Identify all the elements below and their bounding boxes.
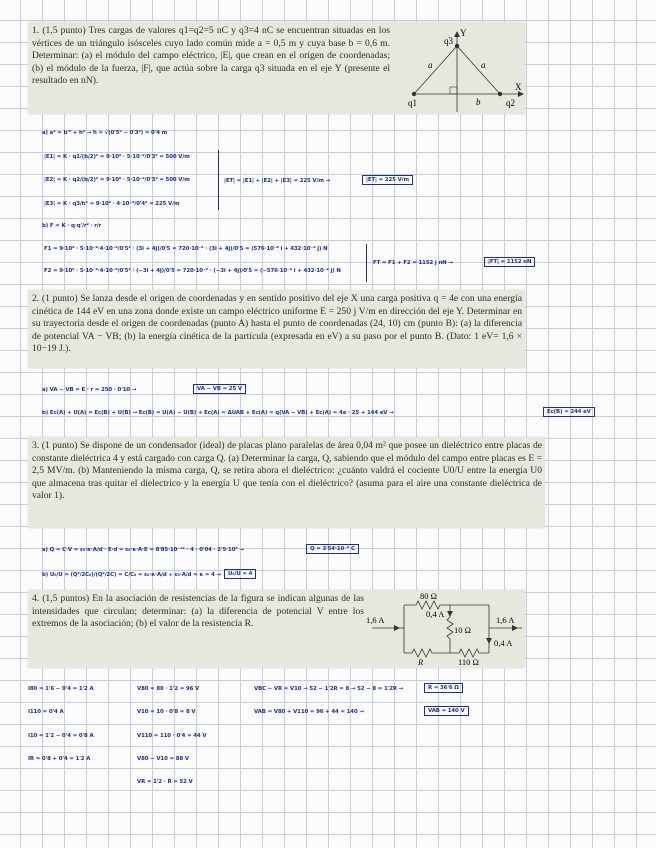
hw4-c3b: VAB = V80 + V110 = 96 + 44 = 140 → — [254, 709, 364, 715]
resistor-circuit-diagram — [364, 591, 526, 667]
hw1-sum-f: FT = F1 + F2 = 1152 j nN → — [373, 260, 453, 266]
hw4-c3a: VBC − VR = V10 → 52 − 1'2R = 8 → 52 − 8 = 1'2R → — [254, 686, 404, 692]
hw4-c2-1: V10 = 10 · 0'8 = 8 V — [137, 709, 196, 715]
hw1-line-b: b) F = K · q·q'/r² · r/r — [42, 223, 102, 229]
q1-label: q1 — [408, 98, 417, 108]
base-b-label: b — [476, 97, 481, 107]
r-unknown-label: R — [418, 657, 424, 667]
hw1-sum: |ET| = |E1| + |E2| + |E3| = 225 V/m → — [224, 178, 331, 184]
side-a-right: a — [481, 60, 486, 70]
hw4-c2-2: V110 = 110 · 0'4 = 44 V — [137, 733, 207, 739]
problem-4 — [28, 590, 525, 668]
hw1-result-f: |FT| = 1152 nN — [484, 257, 535, 267]
hw4-c1-1: I110 = 0'4 A — [28, 709, 64, 715]
hw1-e2: |E2| = K · q2/(b/2)² = 9·10⁹ · 5·10⁻⁹/0'3² = 500 V/m — [44, 177, 190, 183]
hw4-c1-0: I80 = 1'6 − 0'4 = 1'2 A — [28, 686, 94, 692]
triangle-charges-diagram — [396, 26, 526, 112]
hw1-f1: F1 = 9·10⁹ · 5·10⁻⁹·4·10⁻⁹/0'5² · (3i + 4j)/0'5 = 720·10⁻⁹ · (3i + 4j)/0'5 = (576·10⁻⁹ i + 432·10⁻⁹ j) N — [44, 246, 328, 252]
hw4-result-v: VAB = 140 V — [424, 706, 469, 716]
problem-1-text: 1. (1,5 punto) Tres cargas de valores q1=q2=5 nC y q3=4 nC se encuentran situadas en los vértices de un triángulo isósceles cuyo lado común mide a = 0,5 m y cuya base b = 0,6 m. Determinar: (a) el módulo del campo eléctrico, |E|, que crean en el origen de coordenadas; (b) el módulo de la fuerza, |F|, que actúa sobre la carga q3 situada en el eje Y (presente el resultado en nN). — [32, 25, 390, 87]
hw2-result-a: VA − VB = 25 V — [193, 384, 246, 394]
hw3-line-a: a) Q = C·V = ε₀·κ·A/d · E·d = ε₀·κ·A·E = 8'85·10⁻¹² · 4 · 0'04 · 2'5·10⁶ → — [42, 547, 244, 553]
hw2-line-b: b) Ec(A) + U(A) = Ec(B) + U(B) → Ec(B) = U(A) − U(B) + Ec(A) = ΔUAB + Ec(A) = q(VA − VB) + Ec(A) = 4e · 25 + 144 eV → — [42, 410, 394, 416]
hw1-brace — [218, 150, 219, 210]
y-axis-label: Y — [460, 28, 467, 38]
i04-right-label: 0,4 A — [494, 638, 513, 648]
hw2-result-b: Ec(B) = 244 eV — [543, 407, 595, 417]
r110-label: 110 Ω — [458, 657, 479, 667]
hw4-c2-4: VR = 1'2 · R = 52 V — [137, 779, 193, 785]
q2-label: q2 — [506, 98, 515, 108]
hw4-c1-2: I10 = 1'2 − 0'4 = 0'8 A — [28, 733, 94, 739]
side-a-left: a — [428, 60, 433, 70]
problem-2 — [28, 290, 525, 368]
hw1-e1: |E1| = K · q1/(b/2)² = 9·10⁹ · 5·10⁻⁹/0'3² = 500 V/m — [44, 154, 190, 160]
hw1-result-e: |ET| = 225 V/m — [362, 175, 413, 185]
hw2-line-a: a) VA − VB = E · r = 250 · 0'10 → — [42, 387, 137, 393]
problem-3 — [28, 437, 545, 528]
hw1-line-a: a) a² = b'² + h² → h = √(0'5² − 0'3²) = 0'4 m — [42, 130, 168, 136]
hw4-c2-0: V80 = 80 · 1'2 = 96 V — [137, 686, 200, 692]
hw4-result-r: R = 36'6 Ω — [424, 683, 463, 693]
problem-3-text: 3. (1 punto) Se dispone de un condensador (ideal) de placas plano paralelas de área 0,04 m² que posee un dieléctrico entre placas de constante dieléctrica 4 y está cargado con carga Q. (a) Determinar la carga, Q, sabiendo que el módulo del campo entre placas es E = 2,5 MV/m. (b) Manteniendo la misma carga, Q, se retira ahora el dieléctrico: ¿cuánto valdrá el cociente U0/U entre la energía U0 que almacena tras quitar el dielectrico y la energía U que tenía con el dieléctrico? (asuma para el aire una constante dieléctrica de valor 1). — [32, 440, 542, 502]
i-out-label: 1,6 A — [496, 615, 515, 625]
hw3-result-a: Q = 3'54·10⁻⁶ C — [306, 544, 359, 554]
hw3-line-b: b) U₀/U = (Q²/2C₀)/(Q²/2C) = C/C₀ = ε₀·κ·A/d ÷ ε₀·A/d = κ = 4 → — [42, 572, 221, 578]
i-in-label: 1,6 A — [366, 615, 385, 625]
hw1-brace-f — [366, 244, 367, 282]
hw1-f2: F2 = 9·10⁹ · 5·10⁻⁹·4·10⁻⁹/0'5² · (−3i + 4j)/0'5 = 720·10⁻⁹ · (−3i + 4j)/0'5 = (−576·10⁻⁹ i + 432·10⁻⁹ j) N — [44, 268, 341, 274]
r80-label: 80 Ω — [420, 591, 437, 601]
hw3-result-b: U₀/U = 4 — [224, 569, 256, 579]
q3-label: q3 — [444, 36, 453, 46]
hw4-c1-3: IR = 0'8 + 0'4 = 1'2 A — [28, 756, 91, 762]
x-axis-label: X — [515, 82, 522, 92]
hw4-c2-3: V80 − V10 = 88 V — [137, 756, 189, 762]
problem-4-text: 4. (1,5 puntos) En la asociación de resistencias de la figura se indican algunas de las intensidades que circulan; determinar: (a) la diferencia de potencial V entre los extremos de la asociación; (b) el valor de la resistencia R. — [32, 593, 364, 630]
i04-top-label: 0,4 A — [426, 609, 445, 619]
problem-1 — [28, 22, 525, 114]
problem-2-text: 2. (1 punto) Se lanza desde el origen de coordenadas y en sentido positivo del eje X una carga positiva q = 4e con una energía cinética de 144 eV en una zona donde existe un campo eléctrico uniforme E = 250 j V/m en dirección del eje Y. Determinar en su trayectoria desde el origen de coordenadas (punto A) hasta el punto de coordenadas (24, 10) cm (punto B): (a) la diferencia de potencial VA − VB; (b) la energía cinética de la partícula (expresada en eV) a su paso por el punto B. (Dato: 1 eV= 1,6 × 10−19 J.). — [32, 293, 522, 355]
r10-label: 10 Ω — [454, 625, 471, 635]
hw1-e3: |E3| = K · q3/h² = 9·10⁹ · 4·10⁻⁹/0'4² = 225 V/m — [44, 201, 180, 207]
